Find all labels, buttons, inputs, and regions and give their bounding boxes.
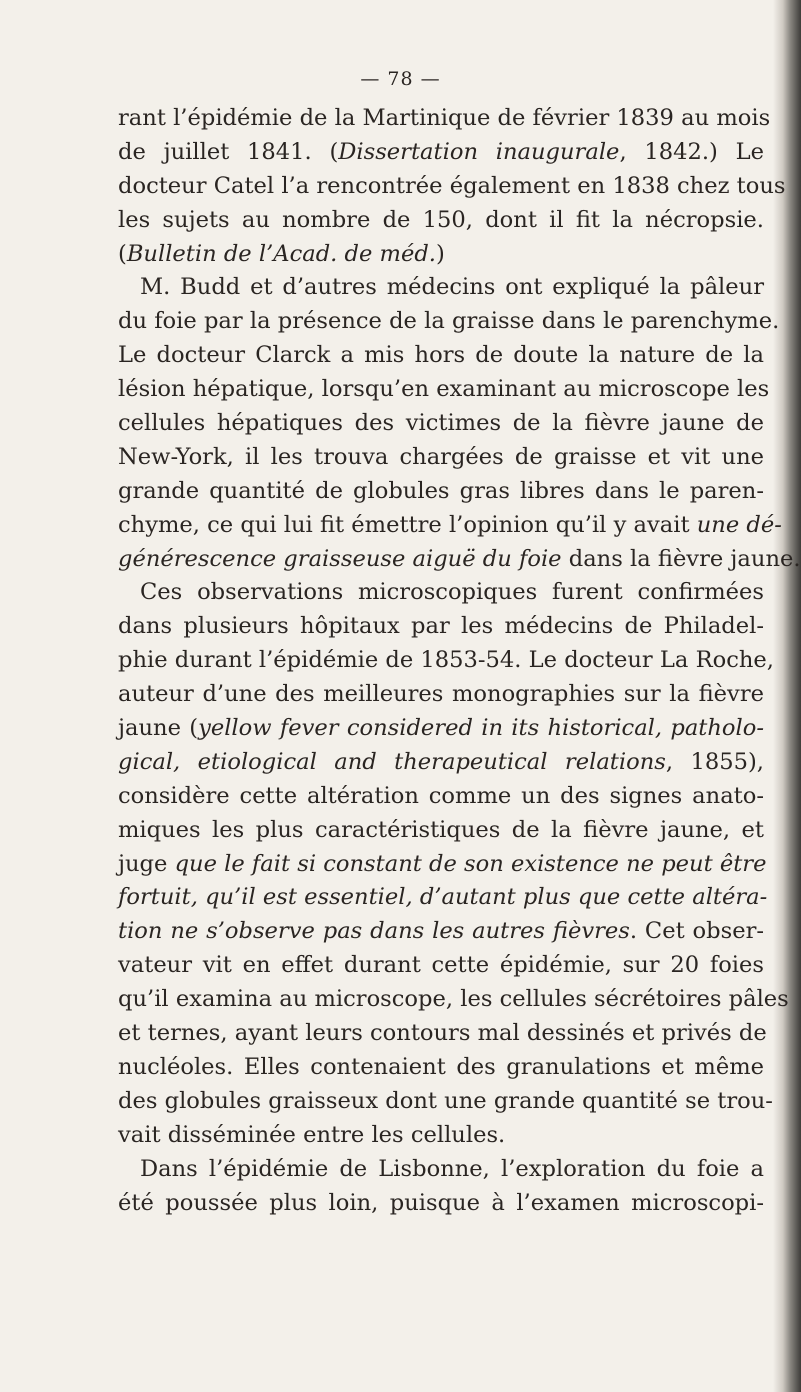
- text-line: nucléoles. Elles contenaient des granulations et même: [118, 1053, 764, 1080]
- text-line: auteur d’une des meilleures monographies sur la fièvre: [118, 681, 764, 708]
- text-line: et ternes, ayant leurs contours mal dessinés et privés de: [118, 1020, 767, 1047]
- text-line: grande quantité de globules gras libres dans le paren-: [118, 477, 764, 504]
- text-line: vait disséminée entre les cellules.: [118, 1121, 506, 1148]
- text-line: rant l’épidémie de la Martinique de février 1839 au mois: [118, 105, 771, 131]
- text-line: du foie par la présence de la graisse dans le parenchyme.: [118, 308, 780, 335]
- text-line: miques les plus caractéristiques de la fièvre jaune, et: [118, 816, 764, 843]
- text-line: des globules graisseux dont une grande quantité se trou-: [118, 1087, 773, 1114]
- page-number: — 78 —: [360, 68, 441, 90]
- text-line: docteur Catel l’a rencontrée également en 1838 chez tous: [118, 172, 786, 199]
- text-line: considère cette altération comme un des signes anato-: [118, 782, 764, 809]
- text-line: qu’il examina au microscope, les cellules sécrétoires pâles: [118, 986, 789, 1013]
- body-text: [118, 102, 801, 1220]
- text-line: M. Budd et d’autres médecins ont expliqué la pâleur: [140, 274, 764, 301]
- text-line: générescence graisseuse aiguë du foie dans la fièvre jaune.: [118, 545, 801, 572]
- text-line: cellules hépatiques des victimes de la fièvre jaune de: [118, 410, 764, 437]
- text-line: été poussée plus loin, puisque à l’examen microscopi-: [118, 1189, 764, 1216]
- text-line: de juillet 1841. (Dissertation inaugurale, 1842.) Le: [118, 138, 764, 165]
- text-line: gical, etiological and therapeutical relations, 1855),: [118, 748, 764, 775]
- page-edge-shadow: [773, 0, 801, 1392]
- text-line: dans plusieurs hôpitaux par les médecins de Philadel-: [118, 613, 764, 640]
- text-line: Dans l’épidémie de Lisbonne, l’exploration du foie a: [140, 1155, 764, 1182]
- text-line: tion ne s’observe pas dans les autres fièvres. Cet obser-: [118, 918, 765, 945]
- text-line: Ces observations microscopiques furent confirmées: [140, 579, 764, 606]
- text-line: fortuit, qu’il est essentiel, d’autant plus que cette altéra-: [118, 884, 768, 911]
- text-line: Le docteur Clarck a mis hors de doute la nature de la: [118, 342, 764, 369]
- text-line: phie durant l’épidémie de 1853-54. Le docteur La Roche,: [118, 647, 774, 674]
- text-line: chyme, ce qui lui fit émettre l’opinion qu’il y avait une dé-: [118, 511, 782, 538]
- text-line: jaune (yellow fever considered in its historical, patholo-: [118, 715, 764, 742]
- text-line: juge que le fait si constant de son existence ne peut être: [118, 850, 767, 877]
- text-line: vateur vit en effet durant cette épidémie, sur 20 foies: [118, 952, 764, 979]
- text-line: (Bulletin de l’Acad. de méd.): [118, 240, 445, 267]
- text-line: les sujets au nombre de 150, dont il fit la nécropsie.: [118, 206, 764, 233]
- text-line: New-York, il les trouva chargées de graisse et vit une: [118, 443, 764, 470]
- text-line: lésion hépatique, lorsqu’en examinant au microscope les: [118, 376, 770, 403]
